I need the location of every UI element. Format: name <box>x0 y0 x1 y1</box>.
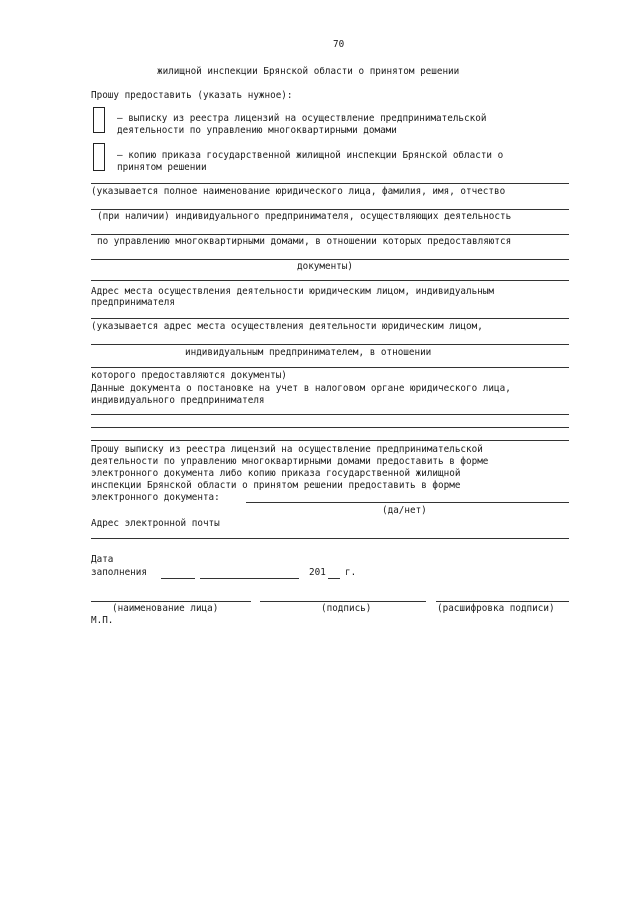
option-order-copy-checkbox[interactable] <box>93 143 105 171</box>
entity-hint-line2: (при наличии) индивидуального предпринимателя, осуществляющих деятельность <box>97 211 512 222</box>
signature-decode-field[interactable] <box>436 601 569 602</box>
address-label-line1: Адрес места осуществления деятельности юридическим лицом, индивидуальным <box>91 286 494 297</box>
electronic-request-line3: электронного документа либо копию приказа государственной жилищной <box>91 468 461 479</box>
address-line-1[interactable] <box>91 318 569 319</box>
electronic-choice-hint: (да/нет) <box>382 505 427 516</box>
tax-data-line-3[interactable] <box>91 440 569 441</box>
option-order-copy-line2: принятом решении <box>117 162 207 173</box>
tax-label-line1: Данные документа о постановке на учет в налоговом органе юридического лица, <box>91 383 511 394</box>
tax-data-line-1[interactable] <box>91 414 569 415</box>
option-extract-line2: деятельности по управлению многоквартирными домами <box>117 125 397 136</box>
date-label-line2: заполнения <box>91 567 147 578</box>
tax-label-line2: индивидуального предпринимателя <box>91 395 265 406</box>
stamp-label: М.П. <box>91 615 114 626</box>
name-caption: (наименование лица) <box>112 603 219 614</box>
date-label-line1: Дата <box>91 554 114 565</box>
page-number: 70 <box>333 39 345 50</box>
tax-data-line-2[interactable] <box>91 427 569 428</box>
address-hint-line1: (указывается адрес места осуществления деятельности юридическим лицом, <box>91 321 483 332</box>
date-year-field[interactable] <box>328 578 340 579</box>
electronic-request-line1-text: Прошу выписку из реестра лицензий на осуществление предпринимательской <box>91 444 483 455</box>
name-signature-field[interactable] <box>91 601 251 602</box>
signature-field[interactable] <box>260 601 426 602</box>
address-label-line2: предпринимателя <box>91 297 175 308</box>
electronic-request-line2: деятельности по управлению многоквартирными домами предоставить в форме <box>91 456 489 467</box>
option-extract-checkbox[interactable] <box>93 107 105 133</box>
entity-name-line-4[interactable] <box>91 259 569 260</box>
address-hint-line2: индивидуальным предпринимателем, в отношении <box>185 347 432 358</box>
electronic-choice-field[interactable] <box>246 502 569 503</box>
email-label: Адрес электронной почты <box>91 518 220 529</box>
entity-name-line-5[interactable] <box>91 280 569 281</box>
option-order-copy-line1: – копию приказа государственной жилищной инспекции Брянской области о <box>117 150 504 161</box>
entity-hint-line3: по управлению многоквартирными домами, в отношении которых предоставляются <box>97 236 512 247</box>
electronic-request-line4: инспекции Брянской области о принятом решении предоставить в форме <box>91 480 461 491</box>
header-line: жилищной инспекции Брянской области о принятом решении <box>157 66 460 77</box>
date-year-suffix: г. <box>345 567 357 578</box>
electronic-request-line5: электронного документа: <box>91 492 220 503</box>
address-hint-line3: которого предоставляются документы) <box>91 370 287 381</box>
option-extract-line1: – выписку из реестра лицензий на осуществление предпринимательской <box>117 113 487 124</box>
decode-caption: (расшифровка подписи) <box>437 603 555 614</box>
entity-hint-line4: документы) <box>297 261 353 272</box>
entity-name-line-1[interactable] <box>91 183 569 184</box>
electronic-request-line1 <box>91 444 569 455</box>
date-day-field[interactable] <box>161 578 195 579</box>
address-line-2[interactable] <box>91 344 569 345</box>
email-field[interactable] <box>91 538 569 539</box>
entity-hint-line1: (указывается полное наименование юридического лица, фамилия, имя, отчество <box>91 186 506 197</box>
date-month-field[interactable] <box>200 578 299 579</box>
address-line-3[interactable] <box>91 367 569 368</box>
signature-caption: (подпись) <box>321 603 372 614</box>
entity-name-line-2[interactable] <box>91 209 569 210</box>
entity-name-line-3[interactable] <box>91 234 569 235</box>
request-prompt: Прошу предоставить (указать нужное): <box>91 90 293 101</box>
date-year-prefix: 201 <box>309 567 326 578</box>
